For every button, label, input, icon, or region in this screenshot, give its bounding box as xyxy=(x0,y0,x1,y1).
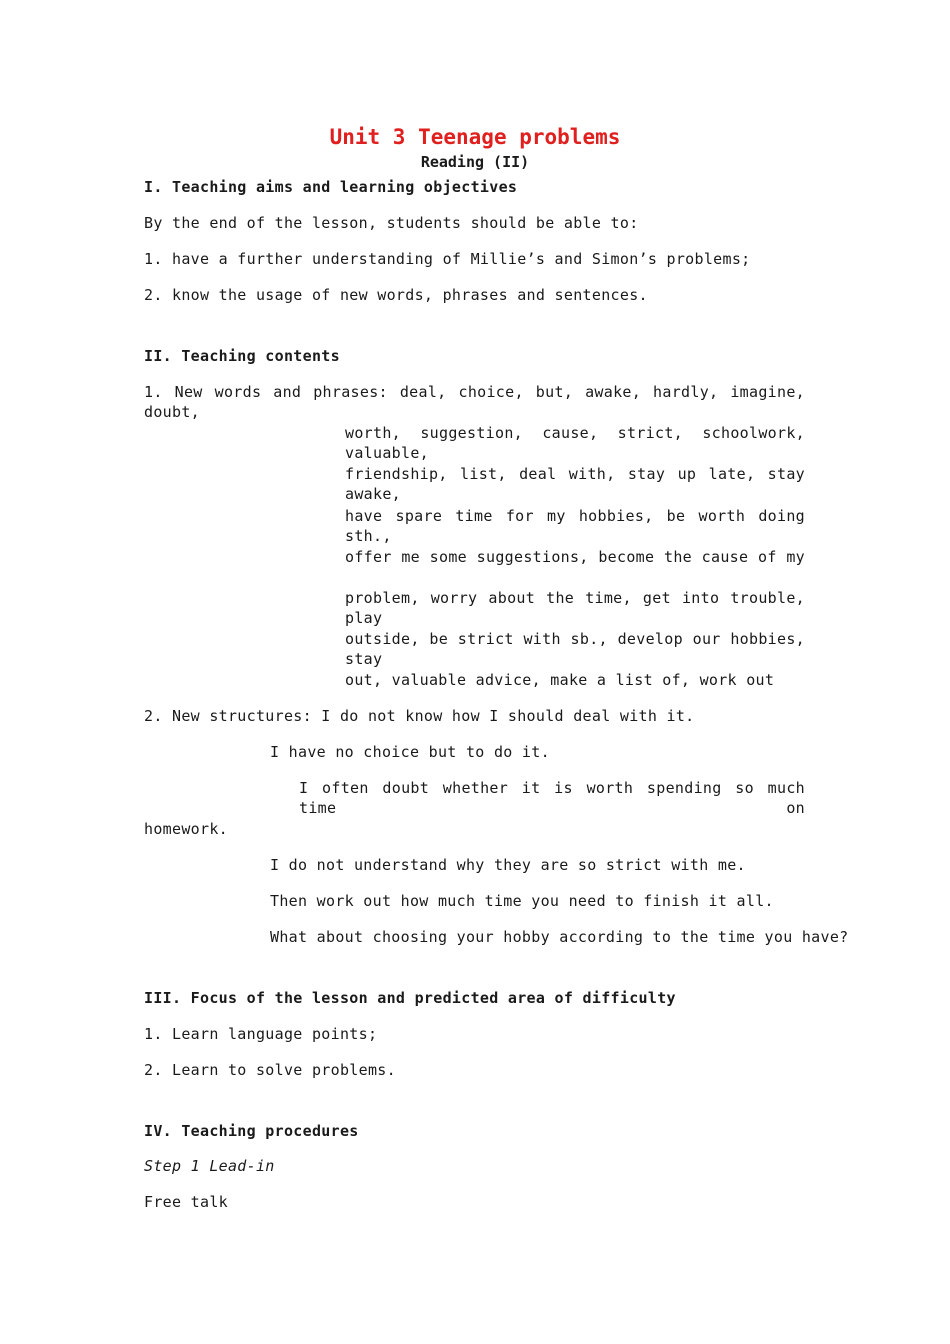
section-3-heading: III. Focus of the lesson and predicted area of difficulty xyxy=(144,989,676,1007)
words-line: problem, worry about the time, get into trouble, play xyxy=(345,589,805,627)
words-line: offer me some suggestions, become the cause of my xyxy=(345,548,805,566)
section-1-heading: I. Teaching aims and learning objectives xyxy=(144,178,518,196)
section-3-item: 1. Learn language points; xyxy=(144,1025,378,1043)
structures-line: Then work out how much time you need to finish it all. xyxy=(270,892,774,910)
structures-line: homework. xyxy=(144,820,228,838)
section-1-item: 2. know the usage of new words, phrases and sentences. xyxy=(144,286,648,304)
structures-line: 2. New structures: I do not know how I should deal with it. xyxy=(144,707,695,725)
document-subtitle: Reading (II) xyxy=(420,153,530,171)
section-2-heading: II. Teaching contents xyxy=(144,347,340,365)
words-line: have spare time for my hobbies, be worth doing sth., xyxy=(345,507,805,545)
words-line: out, valuable advice, make a list of, work out xyxy=(345,671,775,689)
document-title: Unit 3 Teenage problems xyxy=(329,125,621,149)
section-4-heading: IV. Teaching procedures xyxy=(144,1122,359,1140)
structures-line: I do not understand why they are so strict with me. xyxy=(270,856,746,874)
structures-line: What about choosing your hobby according to the time you have? xyxy=(270,928,849,946)
section-1-intro: By the end of the lesson, students should be able to: xyxy=(144,214,639,232)
section-1-item: 1. have a further understanding of Millie’s and Simon’s problems; xyxy=(144,250,751,268)
section-3-item: 2. Learn to solve problems. xyxy=(144,1061,396,1079)
structures-line: I have no choice but to do it. xyxy=(270,743,550,761)
words-line: friendship, list, deal with, stay up late, stay awake, xyxy=(345,465,805,503)
words-line: 1. New words and phrases: deal, choice, but, awake, hardly, imagine, doubt, xyxy=(144,383,805,421)
words-line: outside, be strict with sb., develop our hobbies, stay xyxy=(345,630,805,668)
structures-line: I often doubt whether it is worth spending so much time on xyxy=(299,779,805,817)
step-text: Free talk xyxy=(144,1193,228,1211)
words-line: worth, suggestion, cause, strict, schoolwork, valuable, xyxy=(345,424,805,462)
step-title: Step 1 Lead-in xyxy=(144,1157,275,1175)
